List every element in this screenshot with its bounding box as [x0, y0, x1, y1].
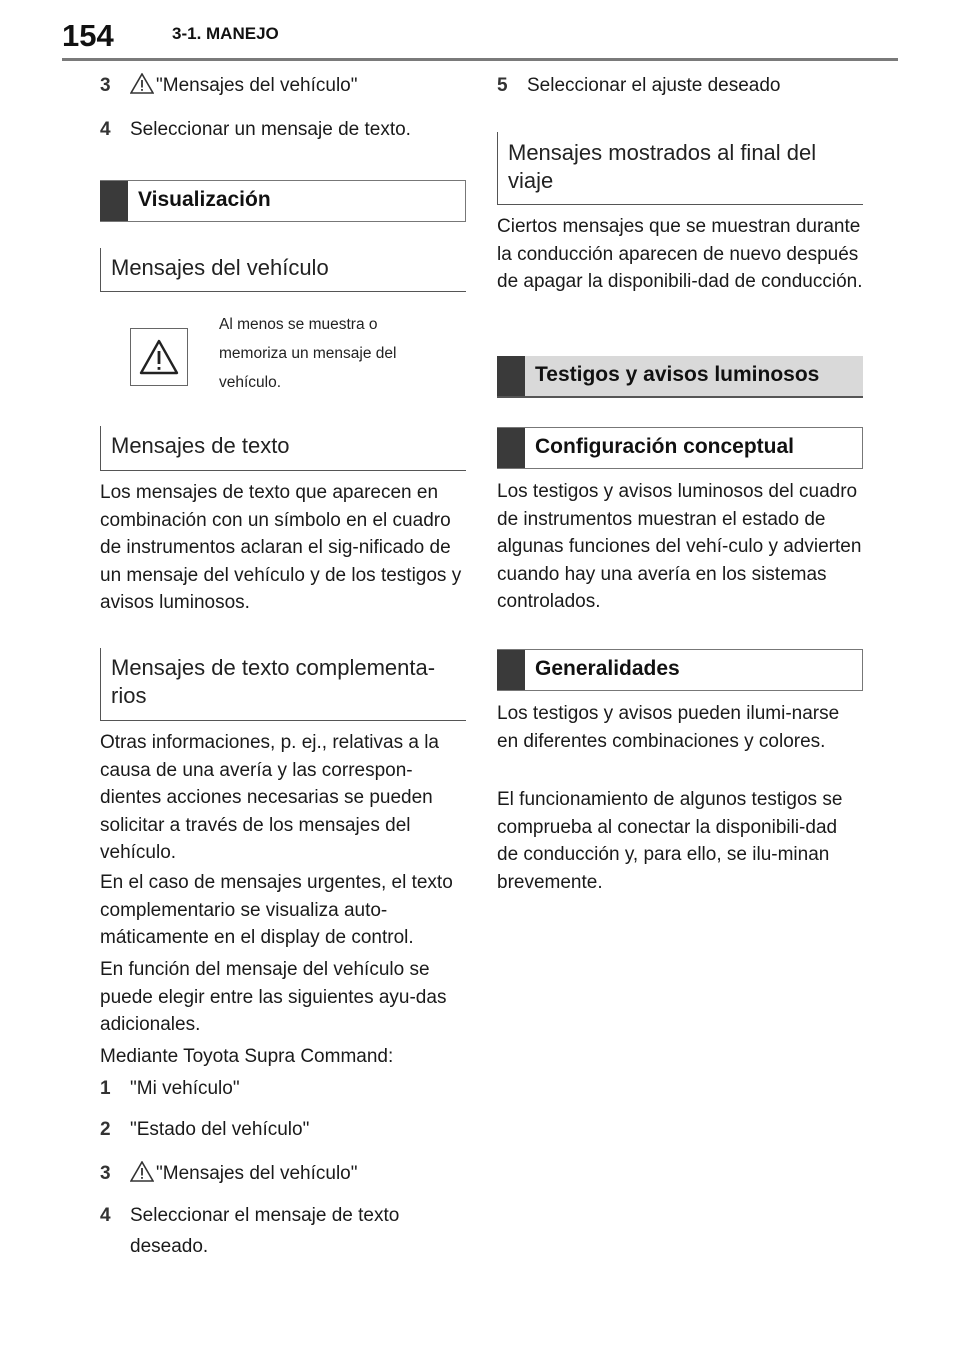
- heading-marker: [497, 356, 525, 396]
- step-3: [100, 1159, 466, 1189]
- step-1: [100, 1074, 466, 1104]
- page-number: 154: [62, 18, 114, 53]
- step-4-top: [100, 115, 466, 145]
- step-4: [100, 1200, 466, 1262]
- paragraph-testigos-avisos: Los testigos y avisos luminosos del cuadro de instrumentos muestran el estado de algunas funciones del vehí-culo y advierten cuando hay una avería en los sistemas controlados.: [497, 481, 862, 612]
- step-number: 5: [497, 75, 508, 96]
- subheading-mensajes-texto: Mensajes de texto: [100, 426, 466, 471]
- note-text: Al menos se muestra o memoriza un mensaje del vehículo.: [219, 316, 397, 391]
- step-number: 2: [100, 1119, 111, 1140]
- step-number: 4: [100, 119, 111, 140]
- heading-label: Generalidades: [535, 657, 680, 680]
- subheading-mensajes-vehiculo: Mensajes del vehículo: [100, 248, 466, 292]
- warning-triangle-icon: [130, 73, 154, 94]
- warning-triangle-icon: [131, 329, 187, 385]
- heading-marker: [100, 181, 128, 221]
- subheading-final-viaje: Mensajes mostrados al final del viaje: [497, 132, 863, 205]
- warning-symbol-box: [130, 328, 188, 386]
- paragraph-mediante: Mediante Toyota Supra Command:: [100, 1046, 394, 1067]
- step-number: 1: [100, 1078, 111, 1099]
- step-text: "Mi vehículo": [130, 1078, 240, 1099]
- heading-marker: [497, 650, 525, 690]
- section-heading-testigos: [497, 356, 863, 398]
- step-text: "Estado del vehículo": [130, 1119, 310, 1140]
- section-heading-configuracion: [497, 427, 863, 469]
- paragraph-otras-informaciones: Otras informaciones, p. ej., relativas a la causa de una avería y las correspon-dientes acciones necesarias se pueden solicitar a través de los mensajes del vehículo.: [100, 732, 439, 863]
- heading-label: Visualización: [138, 188, 271, 211]
- step-2: [100, 1115, 466, 1145]
- warning-triangle-icon: [130, 1161, 154, 1182]
- heading-label: Testigos y avisos luminosos: [535, 363, 820, 386]
- step-text: Seleccionar el ajuste deseado: [527, 75, 781, 96]
- step-text: "Mensajes del vehículo": [156, 1163, 358, 1184]
- paragraph-mensajes-texto: Los mensajes de texto que aparecen en combinación con un símbolo en el cuadro de instrumentos aclaran el sig-nificado de un mensaje del vehículo y de los testigos y avisos luminosos.: [100, 482, 462, 613]
- paragraph-funcion-mensaje: En función del mensaje del vehículo se puede elegir entre las siguientes ayu-das adicionales.: [100, 959, 447, 1035]
- section-heading-generalidades: [497, 649, 863, 691]
- header-rule: [62, 58, 898, 61]
- step-number: 4: [100, 1205, 111, 1226]
- page-header: [0, 0, 960, 62]
- paragraph-funcionamiento: El funcionamiento de algunos testigos se comprueba al conectar la disponibili-dad de conducción y, para ello, se ilu-minan brevemente.: [497, 789, 843, 893]
- section-heading-visualizacion: [100, 180, 466, 222]
- step-number: 3: [100, 1163, 111, 1184]
- paragraph-mensajes-urgentes: En el caso de mensajes urgentes, el texto complementario se visualiza auto-máticamente en el display de control.: [100, 872, 453, 948]
- chapter-title: 3-1. MANEJO: [172, 24, 279, 43]
- step-3-top: [100, 71, 466, 101]
- step-text: "Mensajes del vehículo": [156, 75, 358, 96]
- heading-marker: [497, 428, 525, 468]
- step-text: Seleccionar un mensaje de texto.: [130, 119, 411, 140]
- step-number: 3: [100, 75, 111, 96]
- paragraph-ciertos-mensajes: Ciertos mensajes que se muestran durante la conducción aparecen de nuevo después de apagar la disponibili-dad de conducción.: [497, 216, 863, 292]
- paragraph-iluminarse: Los testigos y avisos pueden ilumi-narse en diferentes combinaciones y colores.: [497, 703, 840, 752]
- heading-label: Configuración conceptual: [535, 435, 795, 458]
- step-5: [497, 71, 863, 101]
- step-text: Seleccionar el mensaje de texto deseado.: [130, 1205, 400, 1257]
- subheading-complementarios: Mensajes de texto complementa-rios: [100, 648, 466, 721]
